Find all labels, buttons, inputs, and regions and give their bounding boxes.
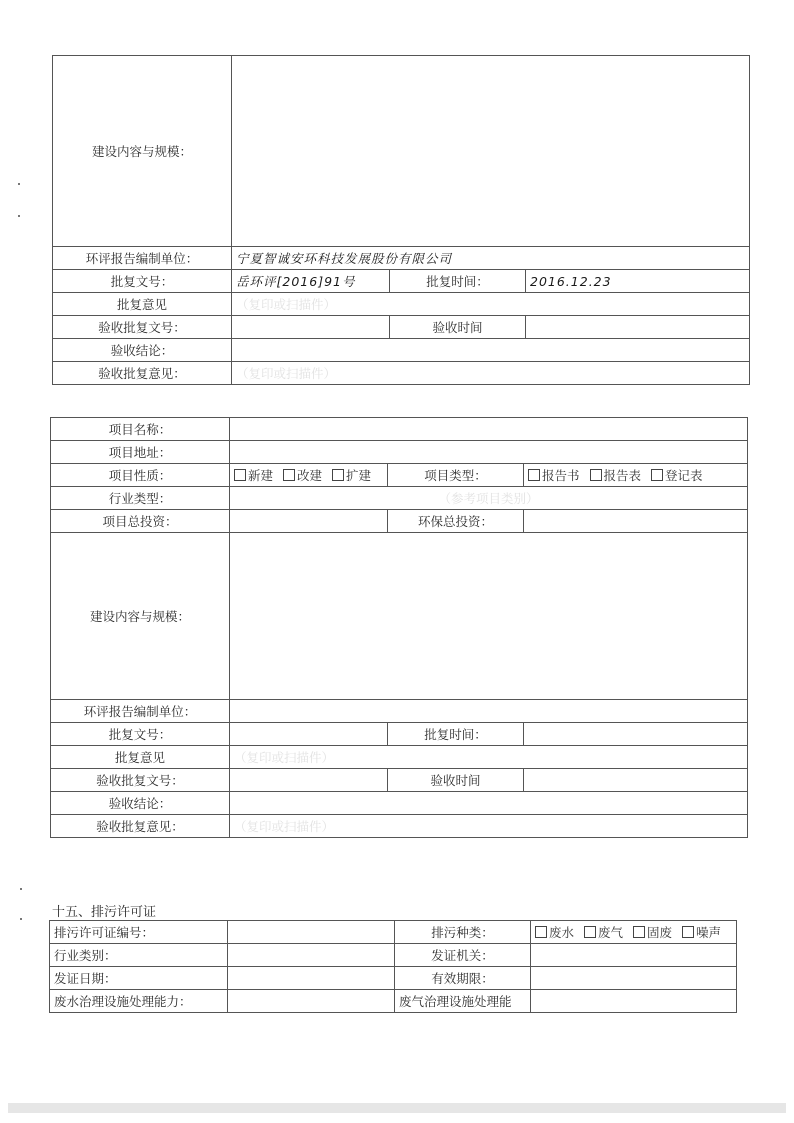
gas-capacity-label: 废气治理设施处理能 — [395, 990, 531, 1013]
scan-dot — [18, 215, 20, 217]
env-investment-label: 环保总投资： — [388, 510, 524, 533]
validity-label: 有效期限： — [395, 967, 531, 990]
acceptance-opinion-field-2[interactable]: （复印或扫描件） — [230, 815, 748, 838]
acceptance-no-label: 验收批复文号： — [53, 316, 232, 339]
content-scale-field[interactable] — [232, 56, 750, 247]
pollutant-permit-table — [49, 920, 737, 1013]
nature-rebuild-checkbox[interactable]: 改建 — [283, 468, 322, 483]
acceptance-conclusion-label-2: 验收结论： — [51, 792, 230, 815]
industry-type-field[interactable]: （参考项目类别） — [230, 487, 748, 510]
approval-time-value[interactable]: 2016.12.23 — [526, 270, 750, 293]
acceptance-time-field[interactable] — [526, 316, 750, 339]
project-table-2 — [50, 417, 748, 838]
content-scale-field-2[interactable] — [230, 533, 748, 700]
approval-time-field-2[interactable] — [524, 723, 748, 746]
eia-unit-label: 环评报告编制单位： — [53, 247, 232, 270]
eia-unit-label-2: 环评报告编制单位： — [51, 700, 230, 723]
water-capacity-label: 废水治理设施处理能力： — [50, 990, 228, 1013]
scan-dot — [20, 888, 22, 890]
approval-no-label-2: 批复文号： — [51, 723, 230, 746]
scan-dot — [20, 918, 22, 920]
pollutant-water-checkbox[interactable]: 废水 — [535, 925, 574, 940]
acceptance-conclusion-field-2[interactable] — [230, 792, 748, 815]
approval-time-label: 批复时间： — [390, 270, 526, 293]
acceptance-conclusion-label: 验收结论： — [53, 339, 232, 362]
permit-no-label: 排污许可证编号： — [50, 921, 228, 944]
section-title-pollutant-permit: 十五、排污许可证 — [52, 905, 157, 920]
gas-capacity-field[interactable] — [531, 990, 737, 1013]
approval-opinion-field-2[interactable]: （复印或扫描件） — [230, 746, 748, 769]
industry-type-label: 行业类型： — [51, 487, 230, 510]
nature-new-checkbox[interactable]: 新建 — [234, 468, 273, 483]
approval-no-field-2[interactable] — [230, 723, 388, 746]
type-registration-checkbox[interactable]: 登记表 — [651, 468, 703, 483]
industry-category-label: 行业类别： — [50, 944, 228, 967]
acceptance-conclusion-field[interactable] — [232, 339, 750, 362]
project-address-field[interactable] — [230, 441, 748, 464]
issue-date-field[interactable] — [228, 967, 395, 990]
project-name-field[interactable] — [230, 418, 748, 441]
project-type-label: 项目类型： — [388, 464, 524, 487]
acceptance-time-label: 验收时间 — [390, 316, 526, 339]
type-report-form-checkbox[interactable]: 报告表 — [590, 468, 642, 483]
approval-no-value[interactable]: 岳环评[2016]91号 — [232, 270, 390, 293]
pollutant-type-label: 排污种类： — [395, 921, 531, 944]
project-name-label: 项目名称： — [51, 418, 230, 441]
scan-dot — [18, 183, 20, 185]
project-type-options — [524, 464, 748, 487]
issue-date-label: 发证日期： — [50, 967, 228, 990]
total-investment-field[interactable] — [230, 510, 388, 533]
eia-unit-field-2[interactable] — [230, 700, 748, 723]
acceptance-opinion-label: 验收批复意见： — [53, 362, 232, 385]
nature-expand-checkbox[interactable]: 扩建 — [332, 468, 371, 483]
total-investment-label: 项目总投资： — [51, 510, 230, 533]
project-nature-options — [230, 464, 388, 487]
project-nature-label: 项目性质： — [51, 464, 230, 487]
type-report-book-checkbox[interactable]: 报告书 — [528, 468, 580, 483]
pollutant-noise-checkbox[interactable]: 噪声 — [682, 925, 721, 940]
acceptance-no-field-2[interactable] — [230, 769, 388, 792]
scan-edge-bar — [8, 1103, 786, 1113]
water-capacity-field[interactable] — [228, 990, 395, 1013]
acceptance-time-field-2[interactable] — [524, 769, 748, 792]
industry-category-field[interactable] — [228, 944, 395, 967]
acceptance-opinion-field[interactable]: （复印或扫描件） — [232, 362, 750, 385]
env-investment-field[interactable] — [524, 510, 748, 533]
pollutant-gas-checkbox[interactable]: 废气 — [584, 925, 623, 940]
content-scale-label-2: 建设内容与规模： — [51, 533, 230, 700]
pollutant-solid-checkbox[interactable]: 固废 — [633, 925, 672, 940]
permit-no-field[interactable] — [228, 921, 395, 944]
pollutant-type-options — [531, 921, 737, 944]
approval-time-label-2: 批复时间： — [388, 723, 524, 746]
acceptance-no-field[interactable] — [232, 316, 390, 339]
approval-opinion-label-2: 批复意见 — [51, 746, 230, 769]
acceptance-no-label-2: 验收批复文号： — [51, 769, 230, 792]
acceptance-time-label-2: 验收时间 — [388, 769, 524, 792]
content-scale-label: 建设内容与规模： — [53, 56, 232, 247]
validity-field[interactable] — [531, 967, 737, 990]
approval-no-label: 批复文号： — [53, 270, 232, 293]
issuer-label: 发证机关： — [395, 944, 531, 967]
approval-opinion-label: 批复意见 — [53, 293, 232, 316]
issuer-field[interactable] — [531, 944, 737, 967]
approval-opinion-field[interactable]: （复印或扫描件） — [232, 293, 750, 316]
approval-table-1 — [52, 55, 750, 385]
project-address-label: 项目地址： — [51, 441, 230, 464]
acceptance-opinion-label-2: 验收批复意见： — [51, 815, 230, 838]
eia-unit-value[interactable]: 宁夏智诚安环科技发展股份有限公司 — [232, 247, 750, 270]
